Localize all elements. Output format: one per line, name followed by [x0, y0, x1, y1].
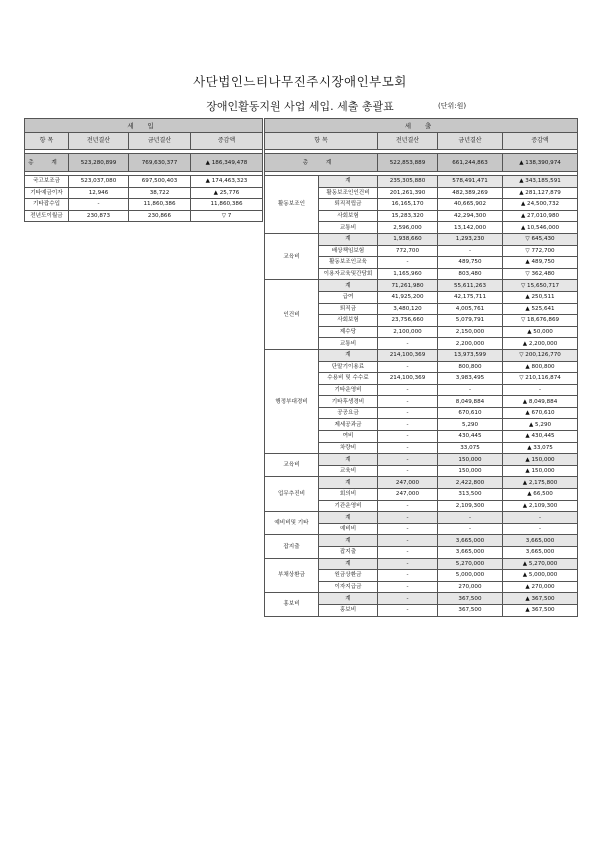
income-col-diff: 증감액 [191, 133, 263, 150]
expense-diff-value: ▲ 281,127,879 [503, 187, 578, 199]
expense-subitem-label: 계 [319, 349, 378, 361]
expense-prev-value: - [378, 500, 438, 512]
expense-category-label: 부채상환금 [265, 558, 319, 593]
expense-subitem-label: 계 [319, 535, 378, 547]
expense-prev-value: 247,000 [378, 477, 438, 489]
expense-category-label: 활동보조인 [265, 176, 319, 234]
expense-subitem-label: 원금상환금 [319, 570, 378, 582]
expense-prev-value: - [378, 396, 438, 408]
expense-prev-value: 16,165,170 [378, 199, 438, 211]
expense-curr-value: 5,079,791 [438, 315, 503, 327]
expense-diff-value: ▲ 670,610 [503, 407, 578, 419]
expense-curr-value: 150,000 [438, 454, 503, 466]
expense-diff-value: ▽ 200,126,770 [503, 349, 578, 361]
expense-diff-value: - [503, 384, 578, 396]
income-col-item: 항 목 [25, 133, 69, 150]
expense-subitem-label: 사회보험 [319, 315, 378, 327]
expense-curr-value: - [438, 245, 503, 257]
expense-diff-value: ▲ 2,175,800 [503, 477, 578, 489]
expense-prev-value: 235,305,880 [378, 176, 438, 188]
expense-col-diff: 증감액 [503, 133, 578, 150]
expense-curr-value: 5,290 [438, 419, 503, 431]
expense-curr-value: 1,293,230 [438, 233, 503, 245]
expense-diff-value: ▲ 367,500 [503, 593, 578, 605]
expense-prev-value: - [378, 384, 438, 396]
expense-curr-value: 2,200,000 [438, 338, 503, 350]
expense-prev-value: - [378, 442, 438, 454]
expense-prev-value: - [378, 558, 438, 570]
expense-col-curr: 금년결산 [438, 133, 503, 150]
expense-prev-value: - [378, 454, 438, 466]
expense-prev-value: - [378, 431, 438, 443]
income-item-label: 기타잡수입 [25, 199, 69, 211]
expense-subitem-label: 급여 [319, 291, 378, 303]
expense-prev-value: 3,480,120 [378, 303, 438, 315]
expense-diff-value: - [503, 523, 578, 535]
table-row [265, 349, 578, 361]
expense-subitem-label: 수용비 및 수수료 [319, 373, 378, 385]
table-row [265, 280, 578, 292]
income-curr-value: 230,866 [129, 210, 191, 222]
table-row [265, 593, 578, 605]
expense-diff-value: ▲ 27,010,980 [503, 210, 578, 222]
expense-subitem-label: 차량비 [319, 442, 378, 454]
expense-subitem-label: 기타운영비 [319, 384, 378, 396]
expense-diff-value: ▲ 150,000 [503, 454, 578, 466]
expense-subitem-label: 기타후생경비 [319, 396, 378, 408]
expense-prev-value: 1,938,660 [378, 233, 438, 245]
expense-curr-value: 800,800 [438, 361, 503, 373]
expense-curr-value: 578,491,471 [438, 176, 503, 188]
table-row [265, 454, 578, 466]
expense-curr-value: 13,973,599 [438, 349, 503, 361]
income-curr-value: 697,500,403 [129, 176, 191, 188]
expense-curr-value: 270,000 [438, 581, 503, 593]
table-row [265, 535, 578, 547]
expense-curr-value: - [438, 384, 503, 396]
expense-curr-value: 33,075 [438, 442, 503, 454]
expense-prev-value: - [378, 419, 438, 431]
expense-diff-value: ▲ 33,075 [503, 442, 578, 454]
expense-subitem-label: 단말기이용료 [319, 361, 378, 373]
expense-total-label: 총 계 [265, 154, 378, 172]
expense-total-curr: 661,244,863 [438, 154, 503, 172]
expense-curr-value: 3,983,495 [438, 373, 503, 385]
income-diff-value: 11,860,386 [191, 199, 263, 211]
expense-col-prev: 전년결산 [378, 133, 438, 150]
expense-diff-value: ▲ 50,000 [503, 326, 578, 338]
expense-subitem-label: 계 [319, 593, 378, 605]
expense-diff-value: ▽ 772,700 [503, 245, 578, 257]
expense-prev-value: 71,261,980 [378, 280, 438, 292]
expense-subitem-label: 제수당 [319, 326, 378, 338]
expense-curr-value: 313,500 [438, 489, 503, 501]
expense-diff-value: ▲ 343,185,591 [503, 176, 578, 188]
income-diff-value: ▲ 25,776 [191, 187, 263, 199]
expense-prev-value: - [378, 257, 438, 269]
unit-label: (단위:원) [438, 102, 467, 110]
expense-subitem-label: 이용자교육및간담회 [319, 268, 378, 280]
expense-diff-value: ▲ 24,500,732 [503, 199, 578, 211]
expense-diff-value: ▲ 66,500 [503, 489, 578, 501]
expense-diff-value: ▽ 362,480 [503, 268, 578, 280]
expense-prev-value: 214,100,369 [378, 373, 438, 385]
expense-curr-value: 367,500 [438, 604, 503, 616]
income-total-prev: 523,280,899 [69, 154, 129, 172]
income-prev-value: 523,037,080 [69, 176, 129, 188]
expense-subitem-label: 계 [319, 454, 378, 466]
expense-prev-value: 772,700 [378, 245, 438, 257]
expense-curr-value: 670,610 [438, 407, 503, 419]
table-row [265, 477, 578, 489]
table-row [25, 176, 263, 188]
expense-prev-value: 2,596,000 [378, 222, 438, 234]
expense-diff-value: ▲ 8,049,884 [503, 396, 578, 408]
expense-curr-value: 5,000,000 [438, 570, 503, 582]
income-table [24, 118, 263, 222]
expense-curr-value: 42,294,300 [438, 210, 503, 222]
expense-subitem-label: 배상책임보험 [319, 245, 378, 257]
expense-diff-value: ▲ 250,511 [503, 291, 578, 303]
document-title: 장애인활동지원 사업 세입. 세출 총괄표 [206, 100, 394, 113]
expense-curr-value: 3,665,000 [438, 535, 503, 547]
expense-subitem-label: 활동보조인교육 [319, 257, 378, 269]
expense-diff-value: ▲ 5,270,000 [503, 558, 578, 570]
expense-category-label: 업무추진비 [265, 477, 319, 512]
expense-diff-value: ▲ 5,290 [503, 419, 578, 431]
expense-diff-value: ▲ 525,641 [503, 303, 578, 315]
expense-curr-value: 55,611,263 [438, 280, 503, 292]
expense-curr-value: 150,000 [438, 465, 503, 477]
expense-category-label: 교육비 [265, 454, 319, 477]
expense-prev-value: 201,261,390 [378, 187, 438, 199]
expense-subitem-label: 제세공과금 [319, 419, 378, 431]
income-total-curr: 769,630,377 [129, 154, 191, 172]
income-total-diff: ▲ 186,349,478 [191, 154, 263, 172]
table-row [25, 187, 263, 199]
expense-section-header: 세 출 [265, 119, 578, 133]
income-total-label: 총 계 [25, 154, 69, 172]
expense-subitem-label: 여비 [319, 431, 378, 443]
expense-curr-value: 2,422,800 [438, 477, 503, 489]
expense-category-label: 행정부대경비 [265, 349, 319, 453]
expense-diff-value: ▽ 210,116,874 [503, 373, 578, 385]
expense-subitem-label: 계 [319, 233, 378, 245]
income-diff-value: ▽ 7 [191, 210, 263, 222]
expense-subitem-label: 퇴직금 [319, 303, 378, 315]
expense-subitem-label: 계 [319, 477, 378, 489]
expense-subitem-label: 예비비 [319, 523, 378, 535]
expense-diff-value: ▲ 489,750 [503, 257, 578, 269]
expense-subitem-label: 사회보험 [319, 210, 378, 222]
income-rows [25, 176, 263, 222]
expense-prev-value: 1,165,960 [378, 268, 438, 280]
income-item-label: 국고보조금 [25, 176, 69, 188]
expense-curr-value: 2,109,300 [438, 500, 503, 512]
expense-subitem-label: 교통비 [319, 338, 378, 350]
expense-category-label: 교육비 [265, 233, 319, 279]
income-prev-value: - [69, 199, 129, 211]
expense-diff-value: ▲ 367,500 [503, 604, 578, 616]
expense-diff-value: ▲ 150,000 [503, 465, 578, 477]
expense-prev-value: 23,756,660 [378, 315, 438, 327]
expense-prev-value: - [378, 465, 438, 477]
income-curr-value: 11,860,386 [129, 199, 191, 211]
expense-subitem-label: 활동보조인인건비 [319, 187, 378, 199]
expense-subitem-label: 계 [319, 280, 378, 292]
expense-diff-value: ▲ 800,800 [503, 361, 578, 373]
expense-total-prev: 522,853,889 [378, 154, 438, 172]
organization-name: 사단법인느티나무진주시장애인부모회 [193, 74, 407, 89]
expense-diff-value: ▲ 2,200,000 [503, 338, 578, 350]
income-prev-value: 12,946 [69, 187, 129, 199]
expense-subitem-label: 이자지급금 [319, 581, 378, 593]
expense-prev-value: - [378, 593, 438, 605]
expense-curr-value: 5,270,000 [438, 558, 503, 570]
expense-subitem-label: 계 [319, 176, 378, 188]
table-row [265, 512, 578, 524]
expense-curr-value: 2,150,000 [438, 326, 503, 338]
expense-prev-value: - [378, 338, 438, 350]
expense-curr-value: 42,175,711 [438, 291, 503, 303]
expense-diff-value: ▲ 430,445 [503, 431, 578, 443]
expense-curr-value: 3,665,000 [438, 547, 503, 559]
expense-curr-value: 40,665,902 [438, 199, 503, 211]
expense-curr-value: 430,445 [438, 431, 503, 443]
expense-total-diff: ▲ 138,390,974 [503, 154, 578, 172]
expense-curr-value: 803,480 [438, 268, 503, 280]
expense-diff-value: ▽ 15,650,717 [503, 280, 578, 292]
income-diff-value: ▲ 174,463,323 [191, 176, 263, 188]
expense-subitem-label: 기관운영비 [319, 500, 378, 512]
expense-table [264, 118, 578, 617]
expense-prev-value: - [378, 407, 438, 419]
expense-prev-value: - [378, 604, 438, 616]
expense-curr-value: - [438, 512, 503, 524]
expense-diff-value: 3,665,000 [503, 547, 578, 559]
expense-subitem-label: 공공요금 [319, 407, 378, 419]
expense-prev-value: 15,283,320 [378, 210, 438, 222]
expense-prev-value: - [378, 547, 438, 559]
table-row [25, 199, 263, 211]
expense-diff-value: - [503, 512, 578, 524]
income-col-curr: 금년결산 [129, 133, 191, 150]
expense-subitem-label: 교육비 [319, 465, 378, 477]
expense-prev-value: - [378, 523, 438, 535]
expense-prev-value: - [378, 535, 438, 547]
expense-prev-value: - [378, 512, 438, 524]
expense-curr-value: 8,049,884 [438, 396, 503, 408]
table-row [265, 558, 578, 570]
income-item-label: 기타예금이자 [25, 187, 69, 199]
expense-curr-value: 482,389,269 [438, 187, 503, 199]
expense-prev-value: - [378, 361, 438, 373]
expense-prev-value: 41,925,200 [378, 291, 438, 303]
expense-prev-value: 2,100,000 [378, 326, 438, 338]
expense-curr-value: 367,500 [438, 593, 503, 605]
expense-diff-value: 3,665,000 [503, 535, 578, 547]
expense-diff-value: ▲ 5,000,000 [503, 570, 578, 582]
table-row [265, 176, 578, 188]
expense-rows [265, 176, 578, 617]
expense-subitem-label: 교통비 [319, 222, 378, 234]
expense-category-label: 인건비 [265, 280, 319, 350]
expense-diff-value: ▲ 2,109,300 [503, 500, 578, 512]
table-row [265, 233, 578, 245]
table-row [25, 210, 263, 222]
income-section-header: 세 입 [25, 119, 263, 133]
expense-prev-value: - [378, 570, 438, 582]
expense-diff-value: ▲ 270,000 [503, 581, 578, 593]
expense-curr-value: 4,005,761 [438, 303, 503, 315]
expense-category-label: 홍보비 [265, 593, 319, 616]
expense-subitem-label: 홍보비 [319, 604, 378, 616]
expense-prev-value: 247,000 [378, 489, 438, 501]
income-item-label: 전년도이월금 [25, 210, 69, 222]
expense-prev-value: - [378, 581, 438, 593]
income-col-prev: 전년결산 [69, 133, 129, 150]
expense-prev-value: 214,100,369 [378, 349, 438, 361]
income-curr-value: 38,722 [129, 187, 191, 199]
expense-category-label: 잡지출 [265, 535, 319, 558]
expense-diff-value: ▲ 10,546,000 [503, 222, 578, 234]
expense-curr-value: - [438, 523, 503, 535]
expense-diff-value: ▽ 645,430 [503, 233, 578, 245]
income-prev-value: 230,873 [69, 210, 129, 222]
expense-diff-value: ▽ 18,676,869 [503, 315, 578, 327]
expense-category-label: 예비비및 기타 [265, 512, 319, 535]
expense-curr-value: 489,750 [438, 257, 503, 269]
expense-subitem-label: 잡지출 [319, 547, 378, 559]
expense-col-item: 항 목 [265, 133, 378, 150]
expense-subitem-label: 계 [319, 512, 378, 524]
expense-curr-value: 13,142,000 [438, 222, 503, 234]
expense-subitem-label: 계 [319, 558, 378, 570]
expense-subitem-label: 퇴직적립금 [319, 199, 378, 211]
expense-subitem-label: 회의비 [319, 489, 378, 501]
